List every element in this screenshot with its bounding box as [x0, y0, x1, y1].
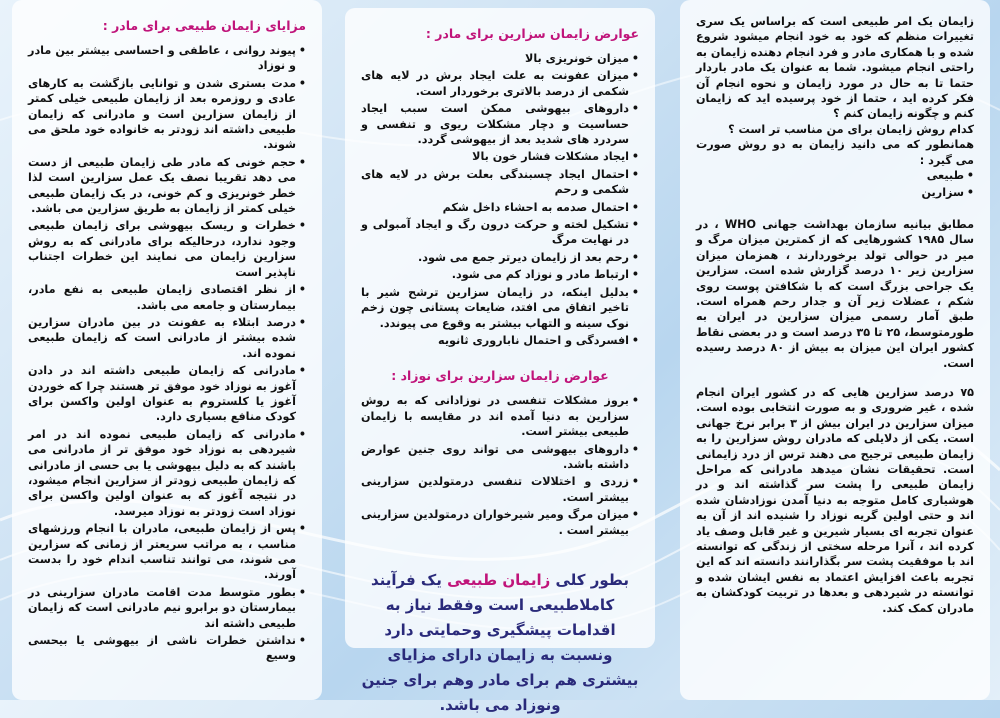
list-item: • ایجاد مشکلات فشار خون بالا	[361, 149, 639, 164]
list-item: • مدت بستری شدن و توانایی بازگشت به کارهای عادی و روزمره بعد از زایمان طبیعی خیلی کمتر از زایمان سزارین است و مادرانی که زایمان طبیعی داشته اند زودتر به خانواده خود ملحق می شوند.	[28, 76, 306, 153]
method-cesarean: • سزارین	[696, 185, 974, 200]
intro-paragraph: زایمان یک امر طبیعی است که براساس یک سری تغییرات منظم که خود به خود انجام میشود شروع شده و با همکاری مادر و فرد انجام دهنده زایمان به راحتی انجام میشود. شما به عنوان یک مادر باردار حتما تا به حال در مورد زایمان و نحوه انجام آن فکر کرده اید ، حتما از خود پرسیده اید که زایمان کنم و چگونه زایمان کنم ؟	[696, 15, 974, 121]
list-item: • حجم خونی که مادر طی زایمان طبیعی از دست می دهد تقریبا نصف یک عمل سزارین است لذا خطر خونریزی و کم خونی، در یک زایمان طبیعی خیلی کمتر از زایمان به طریق سزارین می باشد.	[28, 155, 306, 217]
list-item: • از نظر اقتصادی زایمان طبیعی به نفع مادر، بیمارستان و جامعه می باشد.	[28, 282, 306, 313]
list-item: • خطرات و ریسک بیهوشی برای زایمان طبیعی وجود ندارد، درحالیکه برای مادرانی که به روش سزارین زایمان می نمایند این خطرات اجتناب ناپذیر است	[28, 218, 306, 280]
conclusion-text	[361, 568, 639, 718]
iran-statistics-paragraph: ۷۵ درصد سزارین هایی که در کشور ایران انجام شده ، غیر ضروری و به صورت انتخابی بوده است. میزان سزارین در ایران بیش از ۳ برابر نرخ جهانی است. یکی از دلایلی که مادران روش سزارین را به زایمان طبیعی ترجیح می دهند ترس از درد زایمانی است. تحقیقات نشان میدهد مادرانی که مراحل زایمان طبیعی را پشت سر گذاشته اند و در هوشیاری کامل متوجه به دنیا آمدن نوزادشان شده اند و حتی اولین گریه نوزاد را شنیده اند از آن به عنوان تجربه ای بسیار شیرین و غیر قابل وصف یاد کرده اند ، آنرا مرحله سختی از زندگی که توانسته اند با موفقیت پشت سر بگذارانند دانسته اند که این تجربه باعث افزایش اعتماد به نفس ایشان شده و توانسته در شیردهی و بعدها در تربیت کودکشان به مادران کمک کند.	[696, 385, 974, 615]
list-item: • زردی و اختلالات تنفسی درمتولدین سزارینی بیشتر است.	[361, 474, 639, 505]
list-item: • بدلیل اینکه، در زایمان سزارین ترشح شیر با تاخیر اتفاق می افتد، ضایعات پستانی چون زخم نوک سینه و التهاب بیشتر به وقوع می پیوندد.	[361, 285, 639, 331]
intro-panel	[680, 0, 990, 700]
list-item: • احتمال ایجاد چسبندگی بعلت برش در لایه های شکمی و رحم	[361, 167, 639, 198]
list-item: • بروز مشکلات تنفسی در نوزادانی که به روش سزارین به دنیا آمده اند در مقایسه با زایمان طبیعی بیشتر است.	[361, 393, 639, 439]
baby-complications-title: عوارض زایمان سزارین برای نوزاد :	[391, 368, 609, 384]
list-item: • مادرانی که زایمان طبیعی نموده اند در امر شیردهی به نوزاد خود موفق تر از مادرانی می باشند که به دلیل بیهوشی یا بی حسی از مادرانی که زایمان طبیعی زودتر از سزارین انجام میشود، در نتیجه آغوز که به عنوان اولین واکسن برای نوزاد است زودتر به نوزاد میرسد.	[28, 427, 306, 519]
list-item: • افسردگی و احتمال ناباروری ثانویه	[361, 333, 639, 348]
list-item: • میزان مرگ ومیر شیرخواران درمتولدین سزارینی بیشتر است .	[361, 507, 639, 538]
list-item: • داروهای بیهوشی ممکن است سبب ایجاد حساسیت و دچار مشکلات ریوی و تنفسی و سردرد های شدید بعد از بیهوشی گردد.	[361, 101, 639, 147]
list-item: • درصد ابتلاء به عفونت در بین مادران سزارین شده بیشتر از مادرانی است که زایمان طبیعی نموده اند.	[28, 315, 306, 361]
method-natural: • طبیعی	[696, 168, 974, 183]
complications-panel	[345, 8, 655, 714]
list-item: • رحم بعد از زایمان دیرتر جمع می شود.	[361, 250, 639, 265]
methods-list	[696, 168, 974, 201]
benefits-title: مزایای زایمان طبیعی برای مادر :	[102, 18, 306, 33]
list-item: • مادرانی که زایمان طبیعی داشته اند در دادن آغوز به نوزاد خود موفق تر هستند چرا که خوردن آغوز یا کلستروم به عنوان اولین واکسن برای کودک منافع بسیاری دارد.	[28, 363, 306, 425]
baby-complications-list	[361, 393, 639, 538]
list-item: • پیوند روانی ، عاطفی و احساسی بیشتر بین مادر و نوزاد	[28, 43, 306, 74]
mother-complications-list	[361, 51, 639, 348]
list-item: • تشکیل لخته و حرکت درون رگ و ایجاد آمبولی و در نهایت مرگ	[361, 217, 639, 248]
mother-complications-title: عوارض زایمان سزارین برای مادر :	[425, 26, 639, 41]
list-item: • میزان خونریزی بالا	[361, 51, 639, 66]
list-item: • میزان عفونت به علت ایجاد برش در لایه های شکمی از درصد بالاتری برخوردار است.	[361, 68, 639, 99]
who-statistics-paragraph: مطابق بیانیه سازمان بهداشت جهانی WHO ، در سال ۱۹۸۵ کشورهایی که از کمترین میزان مرگ و میر در حوالی تولد برخوردارند ، همزمان میزان سزارین زیر ۱۰ درصد گزارش شده است. سزارین یک جراحی بزرگ است که با شکافتن پوست روی شکم ، عضلات زیر آن و جدار رحم همراه است. طبق آمار رسمی میزان سزارین در ایران به طورمتوسط، ۲۵ تا ۳۵ درصد است و در بعضی نقاط کشور ایران این میزان به بیش از ۸۰ درصد رسیده است.	[696, 217, 974, 370]
list-item: • بطور متوسط مدت اقامت مادران سزارینی در بیمارستان دو برابرو نیم مادرانی است که زایمان طبیعی داشته اند	[28, 585, 306, 631]
list-item: • پس از زایمان طبیعی، مادران با انجام ورزشهای مناسب ، به مراتب سریعتر از زمانی که سزارین می شوند، می توانند تناسب اندام خود را بدست آورند.	[28, 521, 306, 583]
conclusion-part-b: یک فرآیند کاملاطبیعی است وفقط نیاز به اقدامات پیشگیری وحمایتی دارد ونسبت به زایمان دارای مزایای بیشتری هم برای مادر وهم برای جنین ونوزاد می باشد.	[361, 570, 639, 714]
list-item: • نداشتن خطرات ناشی از بیهوشی یا بیحسی وسیع	[28, 633, 306, 664]
list-item: • احتمال صدمه به احشاء داخل شکم	[361, 200, 639, 215]
list-item: • داروهای بیهوشی می تواند روی جنین عوارض داشته باشد.	[361, 442, 639, 473]
question-two-methods: همانطور که می دانید زایمان به دو روش صورت می گیرد :	[696, 138, 974, 167]
conclusion-highlight: زایمان طبیعی	[447, 570, 551, 589]
conclusion-part-a: بطور کلی	[550, 570, 630, 589]
benefits-list	[28, 43, 306, 664]
question-best-method: کدام روش زایمان برای من مناسب تر است ؟	[728, 122, 974, 136]
benefits-panel	[12, 0, 322, 700]
list-item: • ارتباط مادر و نوزاد کم می شود.	[361, 267, 639, 282]
